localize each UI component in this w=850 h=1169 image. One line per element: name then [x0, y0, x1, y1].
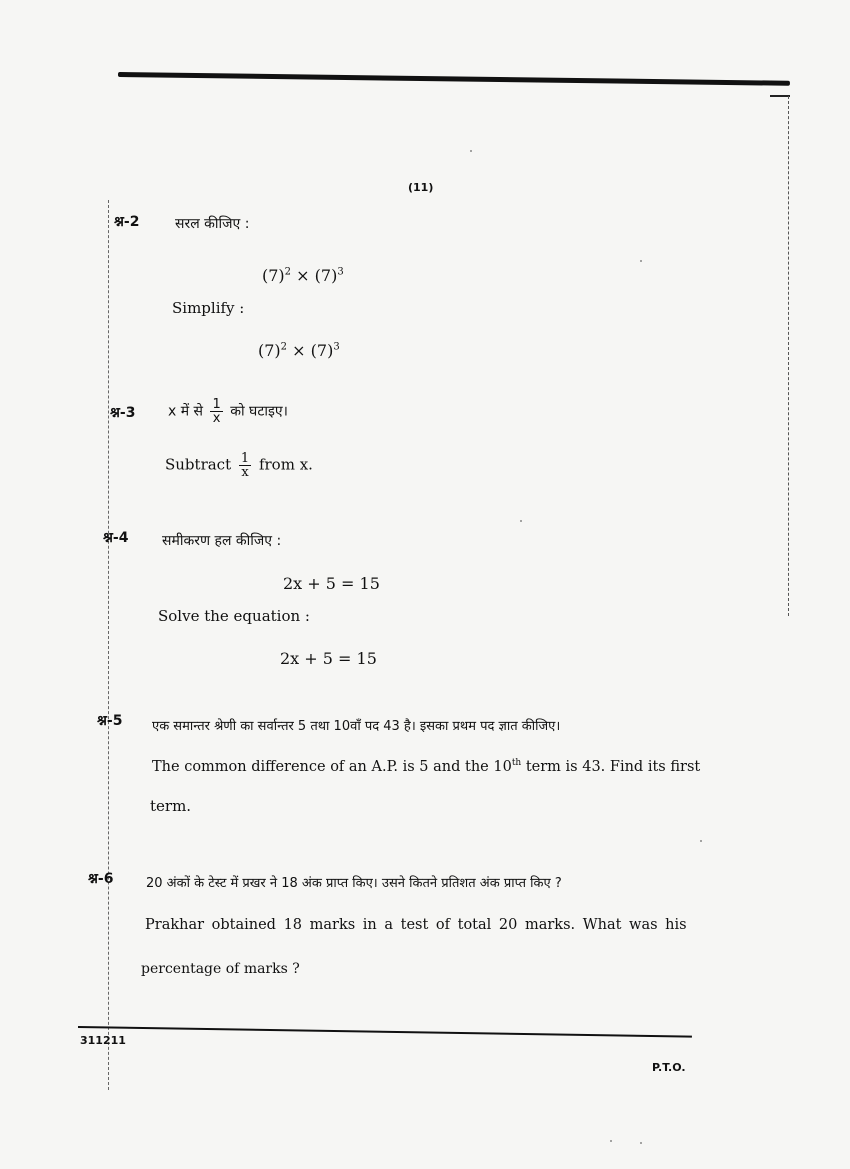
question-4-label: श्न-4	[103, 530, 129, 546]
question-5-label: श्न-5	[97, 713, 123, 729]
scan-speck	[640, 260, 642, 262]
question-2-english-expression: $(7)^2 \times (7)^3$	[258, 341, 340, 360]
scan-speck	[700, 840, 702, 842]
question-6-english-line1: Prakhar obtained 18 marks in a test of total 20 marks. What was his	[145, 917, 687, 933]
pto-label: P.T.O.	[652, 1061, 686, 1074]
question-3-english-text: Subtract $\frac{1}{x}$ from x.	[165, 451, 313, 480]
question-6-label: श्न-6	[88, 871, 114, 887]
question-2-hindi-prompt: सरल कीजिए :	[175, 216, 250, 232]
fraction-1-over-x-english: $\frac{1}{x}$	[240, 451, 250, 480]
question-3-label: श्न-3	[110, 405, 136, 421]
question-4-english-equation: 2x + 5 = 15	[280, 649, 377, 668]
question-4-english-prompt: Solve the equation :	[158, 607, 310, 625]
question-6-hindi-text: 20 अंकों के टेस्ट में प्रखर ने 18 अंक प्राप्त किए। उसने कितने प्रतिशत अंक प्राप्त किए ?	[146, 876, 562, 891]
right-edge-line	[788, 96, 789, 616]
footer-rule	[78, 1026, 692, 1038]
question-5-hindi-text: एक समान्तर श्रेणी का सर्वान्तर 5 तथा 10वाँ पद 43 है। इसका प्रथम पद ज्ञात कीजिए।	[152, 719, 561, 734]
scan-speck	[640, 1142, 642, 1144]
question-4-hindi-equation: 2x + 5 = 15	[283, 574, 380, 593]
question-2-label: श्न-2	[114, 214, 140, 230]
question-5-english-line1: The common difference of an A.P. is 5 and the 10th term is 43. Find its first	[152, 758, 701, 775]
page-number: (11)	[408, 181, 434, 194]
question-3-hindi-text: x में से $\frac{1}{x}$ को घटाइए।	[168, 397, 288, 426]
top-rule	[118, 72, 790, 86]
scan-speck	[610, 1140, 612, 1142]
left-edge-line	[108, 200, 109, 1090]
question-5-english-line2: term.	[150, 797, 192, 815]
fraction-1-over-x: $\frac{1}{x}$	[212, 397, 221, 426]
scan-speck	[470, 150, 472, 152]
question-4-hindi-prompt: समीकरण हल कीजिए :	[162, 533, 282, 549]
scan-speck	[520, 520, 522, 522]
paper-code: 311211	[80, 1034, 126, 1047]
question-2-english-prompt: Simplify :	[172, 299, 245, 317]
question-2-hindi-expression: $(7)^2 \times (7)^3$	[262, 266, 344, 285]
top-rule-tick	[770, 95, 790, 97]
question-6-english-line2: percentage of marks ?	[141, 961, 300, 977]
